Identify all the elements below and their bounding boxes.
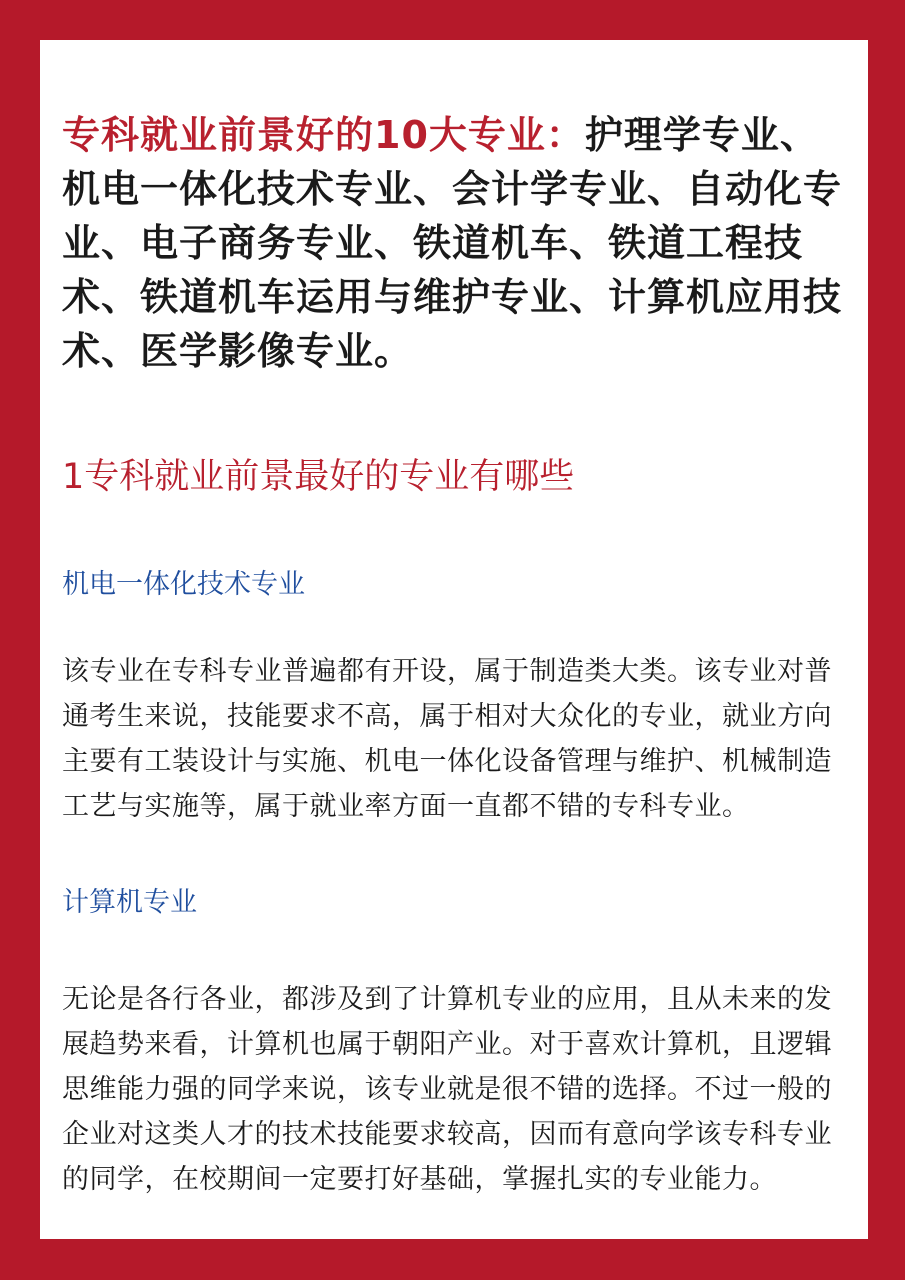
intro-paragraph (62, 108, 846, 378)
section-title: 1专科就业前景最好的专业有哪些 (62, 457, 575, 497)
article-card (40, 40, 868, 1239)
major-heading-computer: 计算机专业 (62, 887, 197, 918)
major-heading-mechatronics: 机电一体化技术专业 (62, 569, 305, 600)
intro-lead: 专科就业前景好的10大专业： (62, 113, 585, 157)
major-description-mechatronics: 该专业在专科专业普遍都有开设，属于制造类大类。该专业对普通考生来说，技能要求不高，属于相对大众化的专业，就业方向主要有工装设计与实施、机电一体化设备管理与维护、机械制造工艺与实施等，属于就业率方面一直都不错的专科专业。 (62, 656, 832, 822)
major-description-computer: 无论是各行各业，都涉及到了计算机专业的应用，且从未来的发展趋势来看，计算机也属于朝阳产业。对于喜欢计算机，且逻辑思维能力强的同学来说，该专业就是很不错的选择。不过一般的企业对这类人才的技术技能要求较高，因而有意向学该专科专业的同学，在校期间一定要打好基础，掌握扎实的专业能力。 (62, 984, 832, 1195)
intro-body: 护理学专业、机电一体化技术专业、会计学专业、自动化专业、电子商务专业、铁道机车、铁道工程技术、铁道机车运用与维护专业、计算机应用技术、医学影像专业。 (62, 113, 843, 373)
